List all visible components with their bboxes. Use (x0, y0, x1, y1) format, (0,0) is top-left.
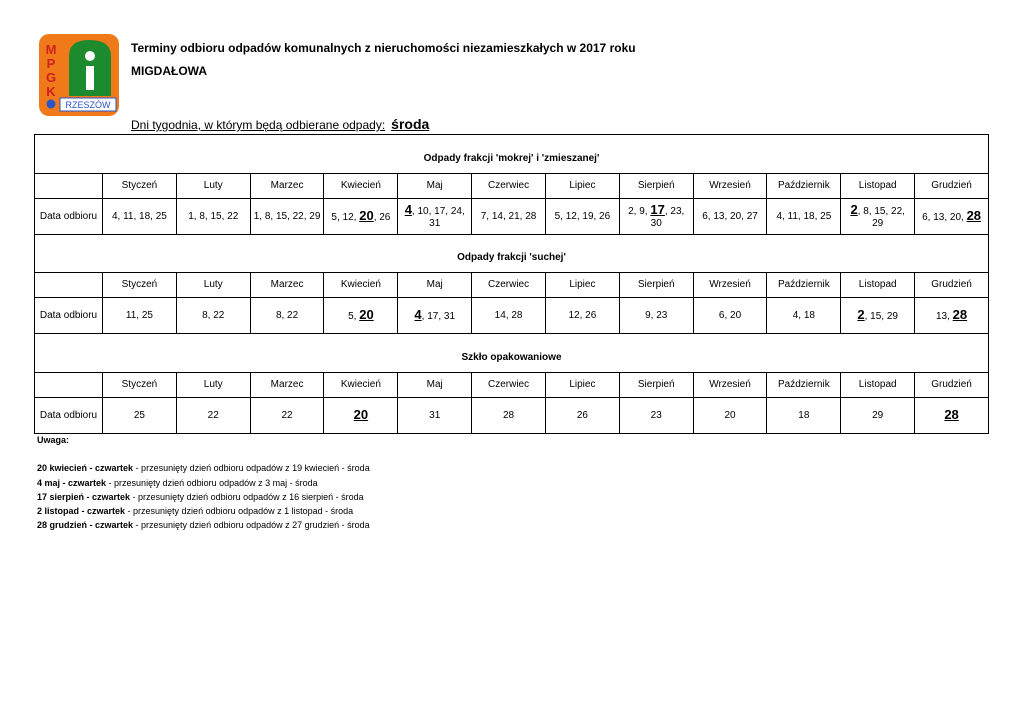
date-text: 5, (348, 310, 360, 322)
month-header: Wrzesień (693, 373, 767, 398)
note-date: 17 sierpień - czwartek (37, 491, 131, 502)
section-header-row (35, 135, 989, 174)
row-label: Data odbioru (35, 398, 103, 434)
dates-row (35, 398, 989, 434)
date-text: 23 (650, 409, 662, 421)
note-item (37, 504, 370, 518)
date-text: 4, 11, 18, 25 (776, 210, 832, 222)
date-text: 18 (798, 409, 810, 421)
highlighted-date: 28 (952, 306, 968, 322)
section-header-row (35, 334, 989, 373)
month-header: Luty (176, 174, 250, 199)
date-text: 13, (935, 310, 953, 322)
month-header: Sierpień (619, 273, 693, 298)
note-text: - przesunięty dzień odbioru odpadów z 16 sierpień - środa (130, 491, 364, 502)
note-text: - przesunięty dzień odbioru odpadów z 19 kwiecień - środa (133, 463, 370, 474)
date-text: 8, 22 (275, 309, 299, 321)
month-header: Luty (176, 273, 250, 298)
mpgk-logo (39, 34, 119, 116)
date-cell (841, 199, 915, 235)
month-header: Grudzień (915, 373, 989, 398)
date-text: 7, 14, 21, 28 (480, 210, 537, 222)
month-header: Kwiecień (324, 373, 398, 398)
month-header: Październik (767, 273, 841, 298)
month-header: Styczeń (103, 273, 177, 298)
highlighted-date: 2 (850, 201, 858, 217)
date-cell (398, 199, 472, 235)
note-text: - przesunięty dzień odbioru odpadów z 27 grudzień - środa (133, 520, 370, 531)
date-text: 14, 28 (494, 309, 523, 321)
note-item (37, 490, 370, 504)
month-header: Wrzesień (693, 174, 767, 199)
date-text: , 26 (373, 211, 391, 223)
date-text: , 17, 31 (421, 310, 456, 322)
date-cell (693, 199, 767, 235)
date-cell (250, 199, 324, 235)
months-row (35, 373, 989, 398)
highlighted-date: 17 (650, 201, 665, 217)
schedule-table (34, 134, 989, 434)
month-header: Sierpień (619, 373, 693, 398)
date-text: 22 (281, 409, 293, 421)
date-cell (472, 199, 546, 235)
note-item (37, 461, 370, 475)
month-header: Grudzień (915, 174, 989, 199)
date-cell (767, 398, 841, 434)
highlighted-date: 20 (359, 207, 374, 223)
notes-section (37, 433, 370, 533)
month-header: Październik (767, 174, 841, 199)
month-header: Luty (176, 373, 250, 398)
date-text: 2, 9, (628, 205, 651, 217)
date-text: 1, 8, 15, 22, 29 (253, 210, 321, 222)
date-text: 28 (502, 409, 515, 421)
logo-letter: M (45, 42, 57, 57)
date-cell (693, 398, 767, 434)
dates-row (35, 199, 989, 235)
dates-row (35, 298, 989, 334)
date-text: 8, 22 (202, 309, 225, 321)
date-cell (841, 398, 915, 434)
page-title: Terminy odbioru odpadów komunalnych z nieruchomości niezamieszkałych w 2017 roku (131, 41, 636, 55)
date-text: 5, 12, (331, 211, 360, 223)
notes-list (37, 461, 370, 532)
month-header: Grudzień (915, 273, 989, 298)
note-item (37, 476, 370, 490)
date-text: , 10, 17, 24, 31 (411, 205, 465, 229)
date-cell (841, 298, 915, 334)
month-header: Kwiecień (324, 273, 398, 298)
date-text: 31 (429, 409, 441, 421)
month-header: Czerwiec (472, 373, 546, 398)
date-cell (545, 199, 619, 235)
collection-days (131, 116, 429, 132)
date-cell (915, 298, 989, 334)
date-cell (103, 398, 177, 434)
note-date: 28 grudzień - czwartek (37, 520, 134, 531)
month-header: Wrzesień (693, 273, 767, 298)
date-text: 11, 25 (125, 309, 153, 321)
date-cell (103, 298, 177, 334)
collection-days-value: środa (391, 116, 430, 132)
date-cell (693, 298, 767, 334)
date-text: 6, 13, 20, (922, 211, 967, 223)
collection-days-label: Dni tygodnia, w którym będą odbierane odpady: (131, 118, 386, 132)
date-text: 6, 13, 20, 27 (702, 210, 758, 222)
date-cell (545, 298, 619, 334)
month-header: Marzec (250, 273, 324, 298)
logo-bin-slot (86, 66, 94, 90)
month-header: Styczeń (103, 174, 177, 199)
date-cell (324, 199, 398, 235)
date-text: 29 (872, 409, 884, 421)
note-date: 2 listopad - czwartek (37, 506, 126, 517)
date-cell (398, 398, 472, 434)
month-header: Lipiec (545, 273, 619, 298)
note-date: 4 maj - czwartek (37, 477, 107, 488)
date-cell (619, 199, 693, 235)
date-cell (619, 298, 693, 334)
notes-heading: Uwaga: (37, 435, 70, 445)
month-header: Listopad (841, 373, 915, 398)
month-header: Listopad (841, 174, 915, 199)
date-cell (398, 298, 472, 334)
date-cell (250, 398, 324, 434)
month-header: Maj (398, 174, 472, 199)
section-title: Odpady frakcji 'mokrej' i 'zmieszanej' (35, 135, 989, 174)
date-text: 1, 8, 15, 22 (188, 210, 239, 222)
month-header: Marzec (250, 373, 324, 398)
month-header: Styczeń (103, 373, 177, 398)
section-title: Szkło opakowaniowe (35, 334, 989, 373)
date-cell (619, 398, 693, 434)
note-text: - przesunięty dzień odbioru odpadów z 3 maj - środa (106, 477, 318, 488)
date-cell (176, 398, 250, 434)
months-row (35, 174, 989, 199)
highlighted-date: 20 (359, 306, 374, 322)
date-text: 4, 11, 18, 25 (111, 210, 167, 222)
month-header: Maj (398, 373, 472, 398)
highlighted-date: 4 (414, 306, 422, 322)
date-cell (472, 298, 546, 334)
date-cell (103, 199, 177, 235)
logo-letter: K (46, 84, 56, 99)
street-name: MIGDAŁOWA (131, 64, 207, 78)
date-text: , 15, 29 (864, 310, 898, 322)
note-item (37, 518, 370, 532)
date-cell (250, 298, 324, 334)
month-header: Maj (398, 273, 472, 298)
month-header: Sierpień (619, 174, 693, 199)
date-text: 4, 18 (792, 309, 815, 321)
highlighted-date: 2 (857, 306, 865, 322)
highlighted-date: 28 (944, 406, 959, 422)
date-text: , 23, 30 (650, 205, 685, 229)
section-header-row (35, 235, 989, 273)
date-text: 5, 12, 19, 26 (554, 210, 611, 222)
month-header: Lipiec (545, 174, 619, 199)
month-header: Październik (767, 373, 841, 398)
month-header: Czerwiec (472, 273, 546, 298)
empty-cell (35, 174, 103, 199)
logo-letter: G (45, 70, 57, 85)
date-cell (472, 398, 546, 434)
date-cell (915, 199, 989, 235)
note-text: - przesunięty dzień odbioru odpadów z 1 listopad - środa (125, 506, 354, 517)
month-header: Marzec (250, 174, 324, 199)
date-text: , 8, 15, 22, 29 (857, 205, 905, 229)
date-text: 12, 26 (568, 309, 597, 321)
month-header: Czerwiec (472, 174, 546, 199)
months-row (35, 273, 989, 298)
logo-city-text: RZESZÓW (65, 100, 111, 110)
date-cell (767, 298, 841, 334)
highlighted-date: 4 (404, 201, 412, 217)
logo-emblem-icon (47, 100, 56, 109)
date-text: 22 (207, 409, 219, 421)
date-text: 9, 23 (645, 309, 668, 321)
date-cell (176, 298, 250, 334)
date-cell (545, 398, 619, 434)
date-text: 6, 20 (718, 309, 742, 321)
empty-cell (35, 373, 103, 398)
highlighted-date: 20 (353, 406, 369, 422)
date-cell (767, 199, 841, 235)
highlighted-date: 28 (966, 207, 982, 223)
date-cell (915, 398, 989, 434)
row-label: Data odbioru (35, 298, 103, 334)
month-header: Listopad (841, 273, 915, 298)
date-cell (324, 398, 398, 434)
month-header: Kwiecień (324, 174, 398, 199)
date-text: 20 (724, 409, 736, 421)
date-cell (176, 199, 250, 235)
date-text: 26 (576, 409, 588, 421)
logo-letter: P (46, 56, 56, 71)
row-label: Data odbioru (35, 199, 103, 235)
note-date: 20 kwiecień - czwartek (37, 463, 134, 474)
section-title: Odpady frakcji 'suchej' (35, 235, 989, 273)
logo-bin-dot (85, 51, 95, 61)
month-header: Lipiec (545, 373, 619, 398)
empty-cell (35, 273, 103, 298)
date-text: 25 (133, 409, 145, 421)
date-cell (324, 298, 398, 334)
